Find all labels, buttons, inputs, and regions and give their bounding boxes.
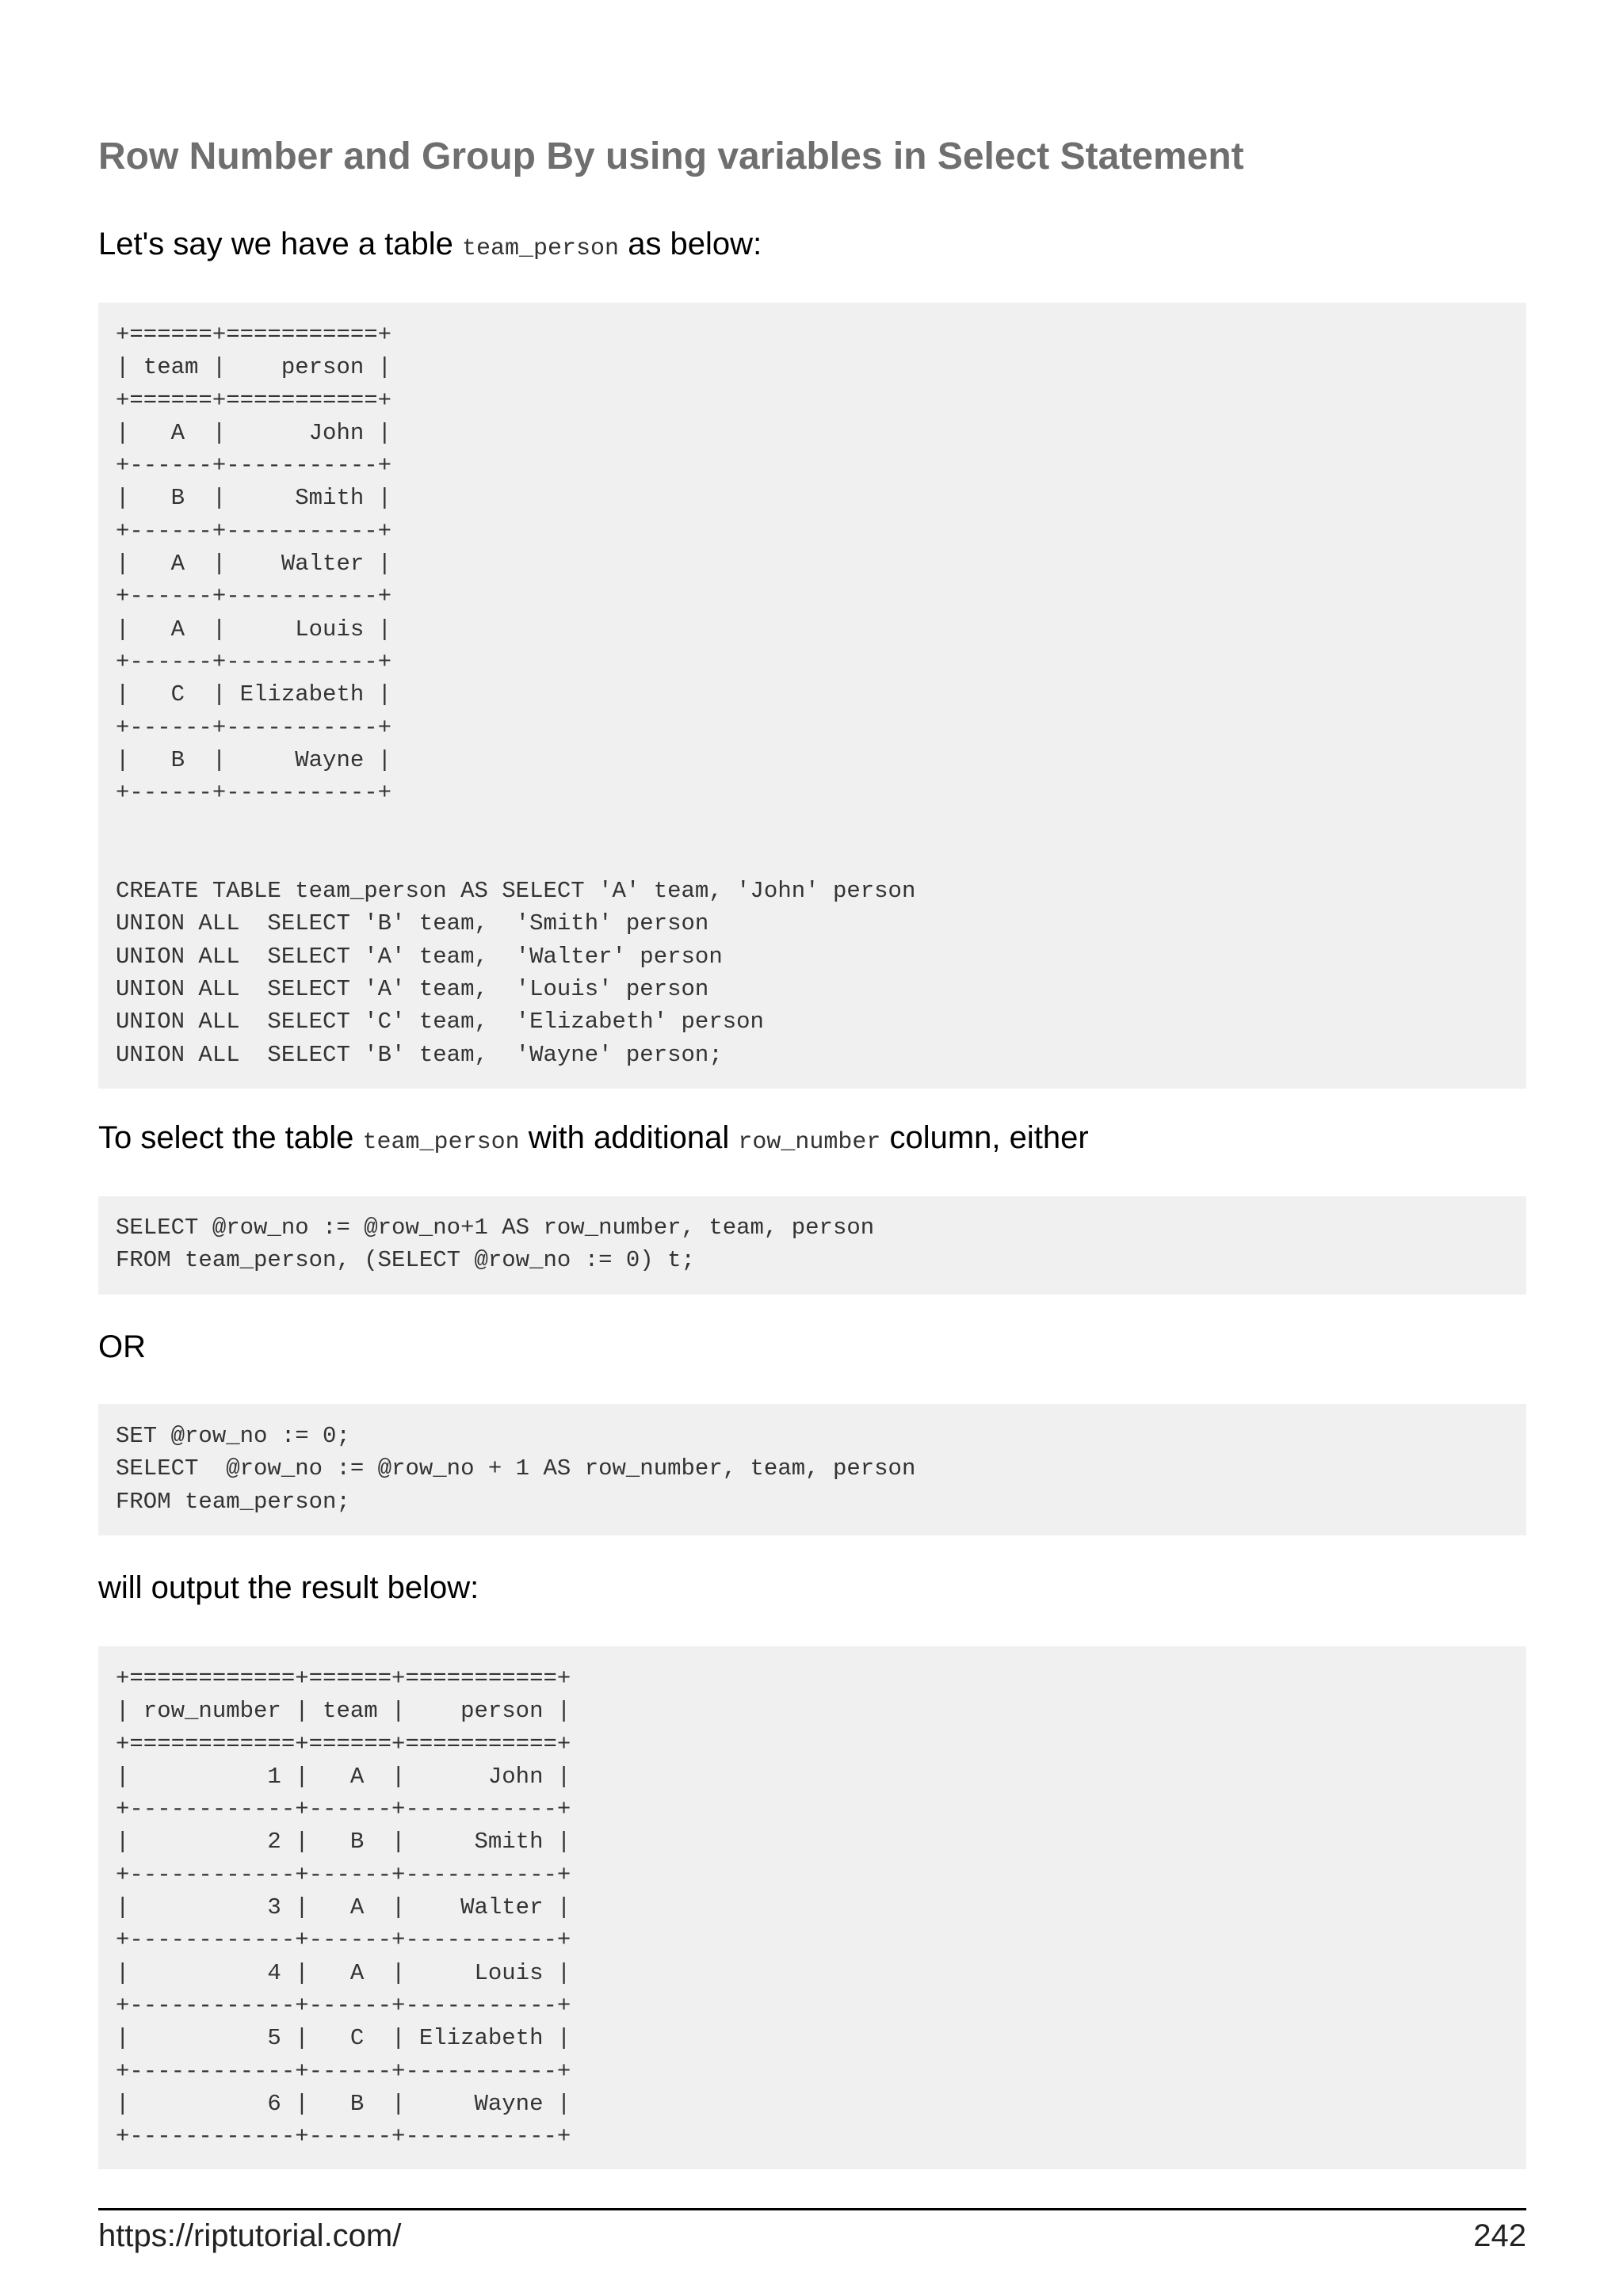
intro-paragraph [98,227,762,262]
inline-code-column-name: row_number [738,1129,881,1156]
footer-divider [98,2208,1526,2210]
or-paragraph: OR [98,1329,146,1364]
select-text-1: To select the table [98,1120,363,1155]
select-text-2: with additional [519,1120,739,1155]
inline-code-table-name: team_person [362,1129,520,1156]
select-paragraph [98,1120,1089,1156]
code-block-table-and-create: +======+===========+ | team | person | +======+===========+ | A | John | +------+-----------+ | B | Smith | +------+-----------+ | A | Walter | +------+-----------+ | A | Louis | +------+-----------+ | C | Elizabeth | +------+-----------+ | B | Wayne | +------+-----------+ CREATE TABLE team_person AS SELECT 'A' team, 'John' person UNION ALL SELECT 'B' team, 'Smith' person UNION ALL SELECT 'A' team, 'Walter' person UNION ALL SELECT 'A' team, 'Louis' person UNION ALL SELECT 'C' team, 'Elizabeth' person UNION ALL SELECT 'B' team, 'Wayne' person; [98,303,1526,1089]
code-block-select-with-join: SELECT @row_no := @row_no+1 AS row_number, team, person FROM team_person, (SELECT @row_no := 0) t; [98,1196,1526,1295]
footer-url[interactable]: https://riptutorial.com/ [98,2218,402,2253]
select-text-3: column, either [880,1120,1089,1155]
page-number: 242 [1473,2218,1526,2253]
inline-code-table-name: team_person [462,235,620,262]
code-block-set-and-select: SET @row_no := 0; SELECT @row_no := @row_no + 1 AS row_number, team, person FROM team_person; [98,1404,1526,1535]
intro-text-after: as below: [619,227,762,261]
output-paragraph: will output the result below: [98,1570,479,1605]
section-title: Row Number and Group By using variables in Select Statement [98,135,1244,177]
code-block-result-table: +============+======+===========+ | row_number | team | person | +============+======+===========+ | 1 | A | John | +------------+------+-----------+ | 2 | B | Smith | +------------+------+-----------+ | 3 | A | Walter | +------------+------+-----------+ | 4 | A | Louis | +------------+------+-----------+ | 5 | C | Elizabeth | +------------+------+-----------+ | 6 | B | Wayne | +------------+------+-----------+ [98,1646,1526,2169]
intro-text-before: Let's say we have a table [98,227,463,261]
